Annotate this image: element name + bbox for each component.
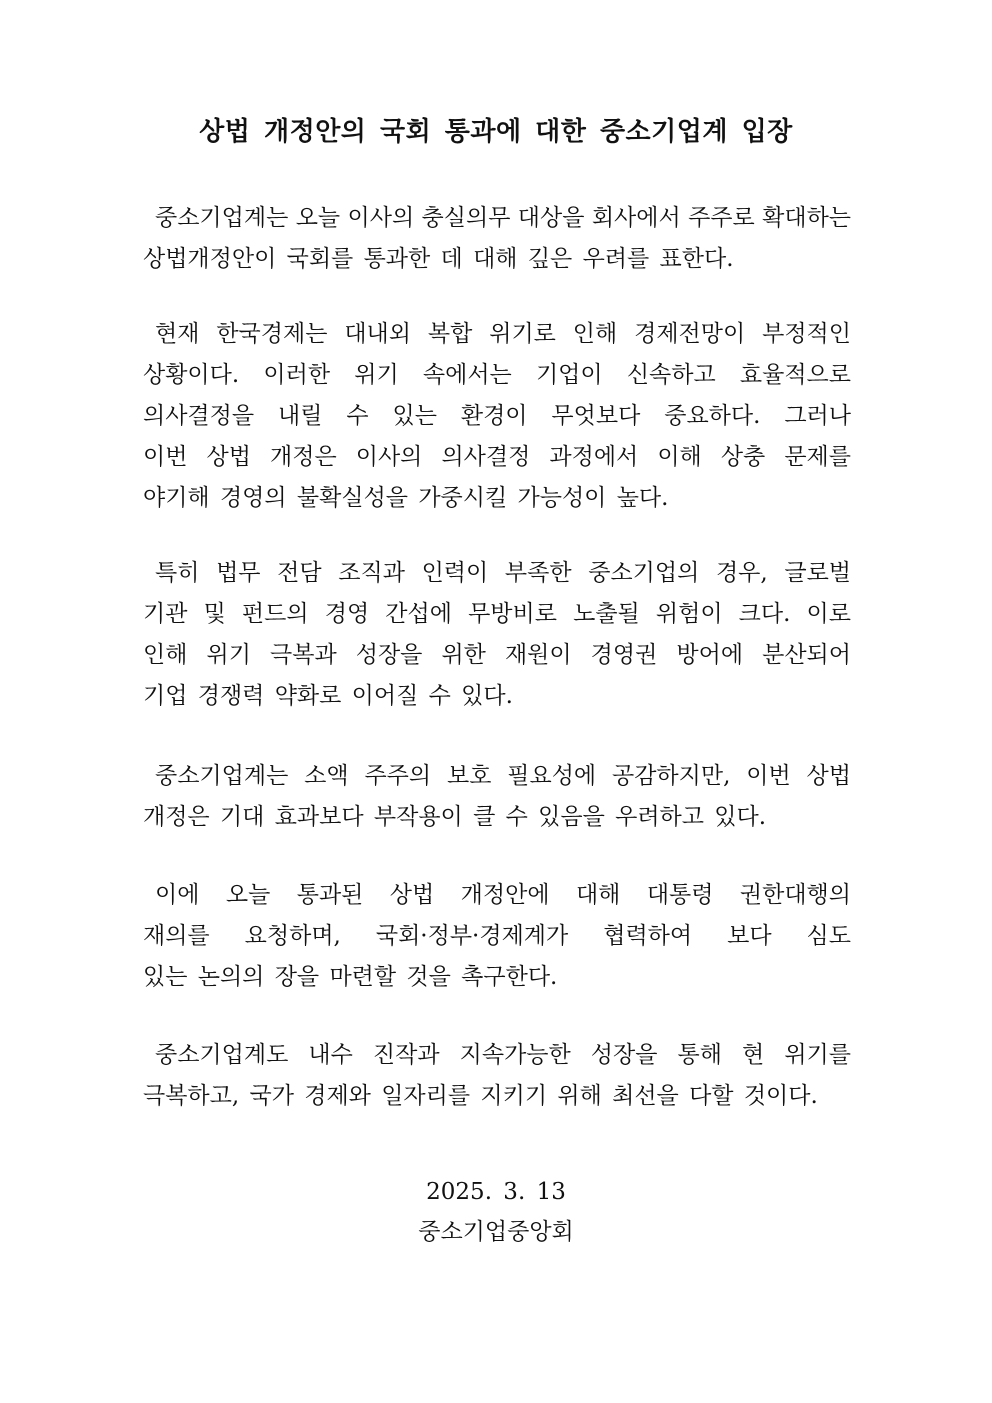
paragraph-line: 극복하고, 국가 경제와 일자리를 지키기 위해 최선을 다할 것이다. — [143, 1083, 818, 1109]
paragraph-line: 야기해 경영의 불확실성을 가중시킬 가능성이 높다. — [143, 485, 669, 511]
paragraph-line: 기관 및 펀드의 경영 간섭에 무방비로 노출될 위험이 크다. 이로 — [143, 601, 851, 627]
paragraph-line: 현재 한국경제는 대내외 복합 위기로 인해 경제전망이 부정적인 — [155, 321, 851, 347]
paragraph-6 — [143, 1035, 851, 1117]
paragraph-1 — [143, 198, 851, 280]
paragraph-5 — [143, 875, 851, 998]
paragraph-line: 특히 법무 전담 조직과 인력이 부족한 중소기업의 경우, 글로벌 — [155, 560, 851, 586]
paragraph-line: 중소기업계도 내수 진작과 지속가능한 성장을 통해 현 위기를 — [155, 1042, 851, 1068]
paragraph-line: 중소기업계는 소액 주주의 보호 필요성에 공감하지만, 이번 상법 — [155, 763, 851, 789]
issuing-organization: 중소기업중앙회 — [418, 1219, 574, 1245]
paragraph-line: 이에 오늘 통과된 상법 개정안에 대해 대통령 권한대행의 — [155, 882, 851, 908]
paragraph-4 — [143, 756, 851, 838]
paragraph-line: 의사결정을 내릴 수 있는 환경이 무엇보다 중요하다. 그러나 — [143, 403, 851, 429]
document-date: 2025. 3. 13 — [426, 1179, 566, 1205]
paragraph-line: 인해 위기 극복과 성장을 위한 재원이 경영권 방어에 분산되어 — [143, 642, 851, 668]
paragraph-3 — [143, 553, 851, 717]
document-title: 상법 개정안의 국회 통과에 대한 중소기업계 입장 — [199, 117, 793, 147]
paragraph-2 — [143, 314, 851, 519]
paragraph-line: 개정은 기대 효과보다 부작용이 클 수 있음을 우려하고 있다. — [143, 804, 767, 830]
paragraph-line: 상황이다. 이러한 위기 속에서는 기업이 신속하고 효율적으로 — [143, 362, 851, 388]
paragraph-line: 중소기업계는 오늘 이사의 충실의무 대상을 회사에서 주주로 확대하는 — [155, 205, 851, 231]
paragraph-line: 기업 경쟁력 약화로 이어질 수 있다. — [143, 683, 513, 709]
paragraph-line: 재의를 요청하며, 국회·정부·경제계가 협력하여 보다 심도 — [143, 923, 851, 949]
paragraph-line: 이번 상법 개정은 이사의 의사결정 과정에서 이해 상충 문제를 — [143, 444, 851, 470]
paragraph-line: 상법개정안이 국회를 통과한 데 대해 깊은 우려를 표한다. — [143, 246, 734, 272]
paragraph-line: 있는 논의의 장을 마련할 것을 촉구한다. — [143, 964, 558, 990]
